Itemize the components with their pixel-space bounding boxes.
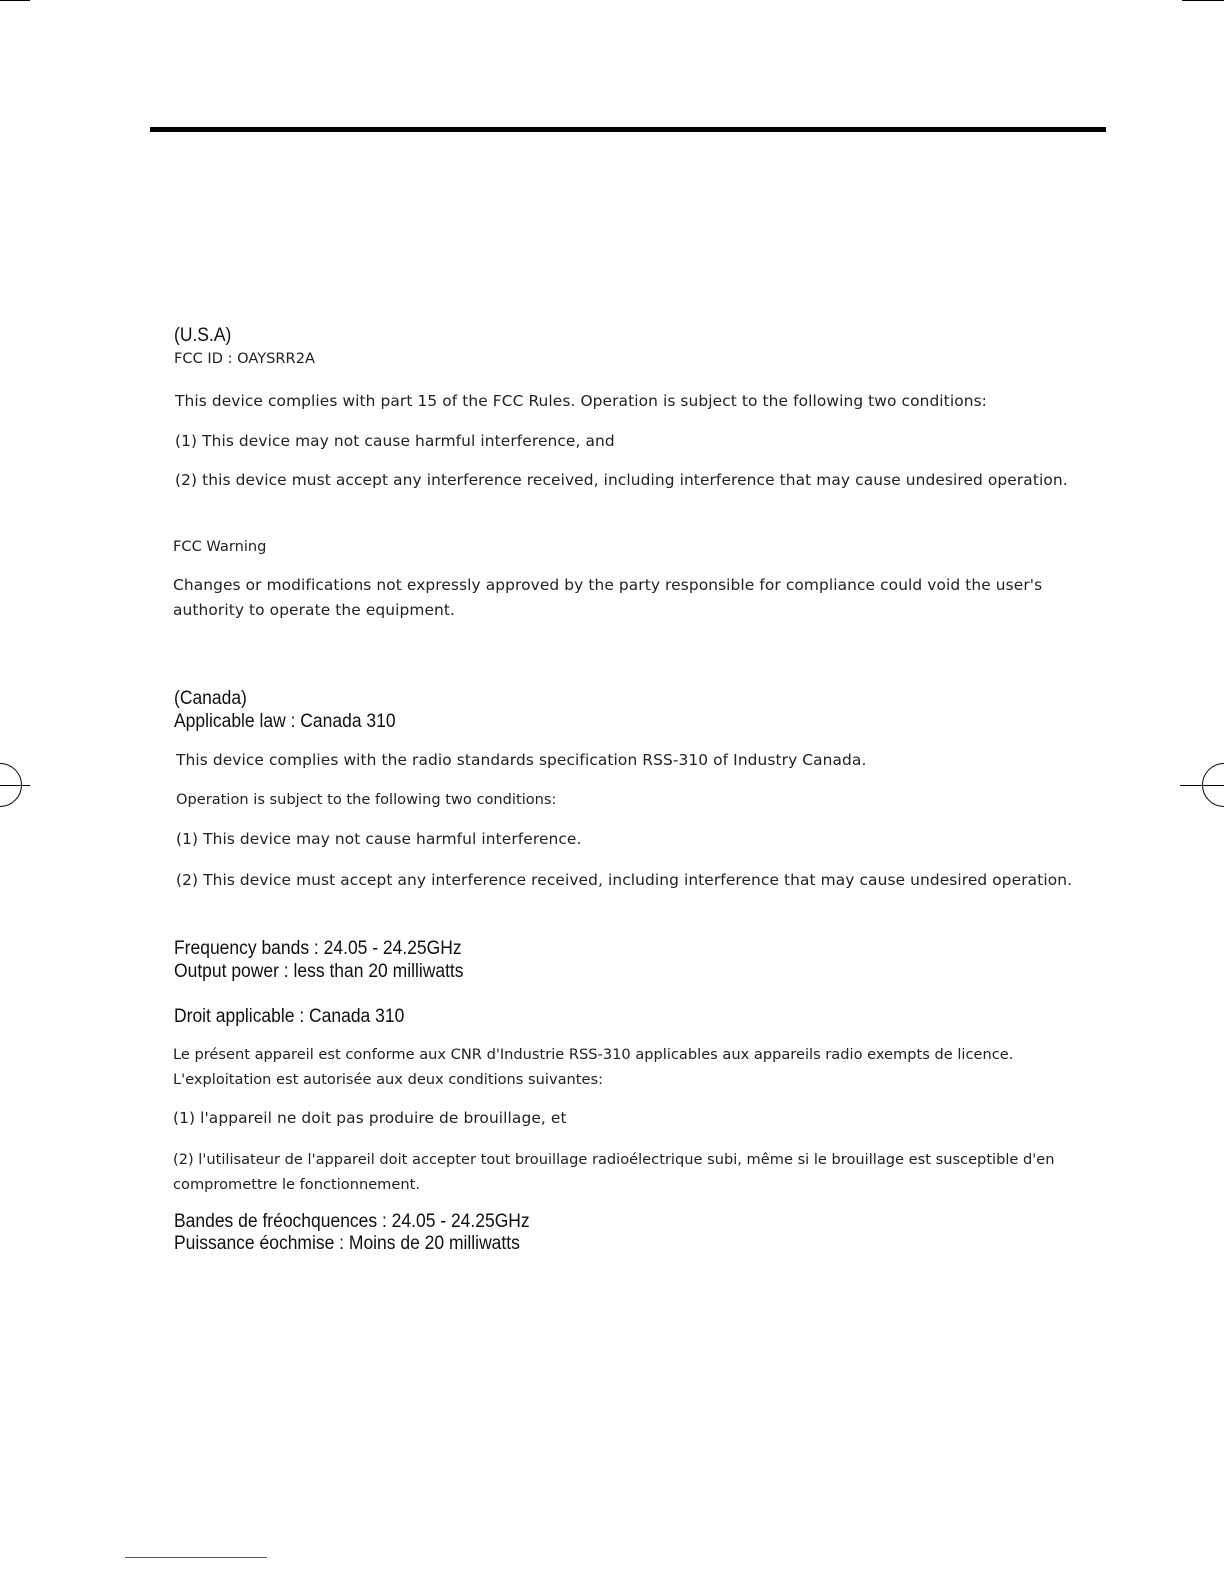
fr-conforme-text: Le présent appareil est conforme aux CNR d'Industrie RSS-310 applicables aux appareils radio exempts de licence. L'exploitation est autorisée aux deux conditions suivantes: bbox=[173, 1046, 1014, 1088]
canada-applicable-law: Applicable law : Canada 310 bbox=[174, 711, 396, 732]
frequency-bands: Frequency bands : 24.05 - 24.25GHz bbox=[174, 938, 462, 959]
fcc-id: FCC ID : OAYSRR2A bbox=[174, 350, 315, 367]
registration-line-right bbox=[1180, 785, 1224, 786]
registration-line-left bbox=[0, 785, 30, 786]
usa-heading: (U.S.A) bbox=[174, 325, 232, 346]
canada-operation-text: Operation is subject to the following two conditions: bbox=[176, 791, 557, 808]
canada-condition-1: (1) This device may not cause harmful interference. bbox=[176, 830, 582, 848]
fcc-warning-title: FCC Warning bbox=[173, 538, 267, 555]
footer-rule bbox=[125, 1557, 267, 1558]
canada-condition-2: (2) This device must accept any interference received, including interference that may cause undesired operation. bbox=[176, 871, 1073, 889]
fcc-warning-text: Changes or modifications not expressly approved by the party responsible for compliance could void the user's authority to operate the equipment. bbox=[173, 576, 1043, 619]
fr-condition-1: (1) l'appareil ne doit pas produire de brouillage, et bbox=[173, 1109, 567, 1127]
crop-mark-top-right bbox=[1182, 0, 1224, 1]
usa-compliance-text: This device complies with part 15 of the FCC Rules. Operation is subject to the following two conditions: bbox=[175, 392, 987, 410]
crop-mark-top-left bbox=[0, 0, 30, 1]
usa-condition-2: (2) this device must accept any interference received, including interference that may cause undesired operation. bbox=[175, 471, 1068, 489]
header-rule bbox=[150, 127, 1106, 132]
usa-condition-1: (1) This device may not cause harmful interference, and bbox=[175, 432, 615, 450]
canada-heading: (Canada) bbox=[174, 688, 247, 709]
fr-bandes: Bandes de fréochquences : 24.05 - 24.25GHz bbox=[174, 1211, 530, 1232]
droit-applicable: Droit applicable : Canada 310 bbox=[174, 1006, 405, 1027]
fr-condition-2: (2) l'utilisateur de l'appareil doit accepter tout brouillage radioélectrique subi, même si le brouillage est susceptible d'en compromettre le fonctionnement. bbox=[173, 1151, 1055, 1193]
canada-compliance-text: This device complies with the radio standards specification RSS-310 of Industry Canada. bbox=[176, 751, 867, 769]
output-power: Output power : less than 20 milliwatts bbox=[174, 961, 464, 982]
fr-puissance: Puissance éochmise : Moins de 20 milliwatts bbox=[174, 1233, 520, 1254]
